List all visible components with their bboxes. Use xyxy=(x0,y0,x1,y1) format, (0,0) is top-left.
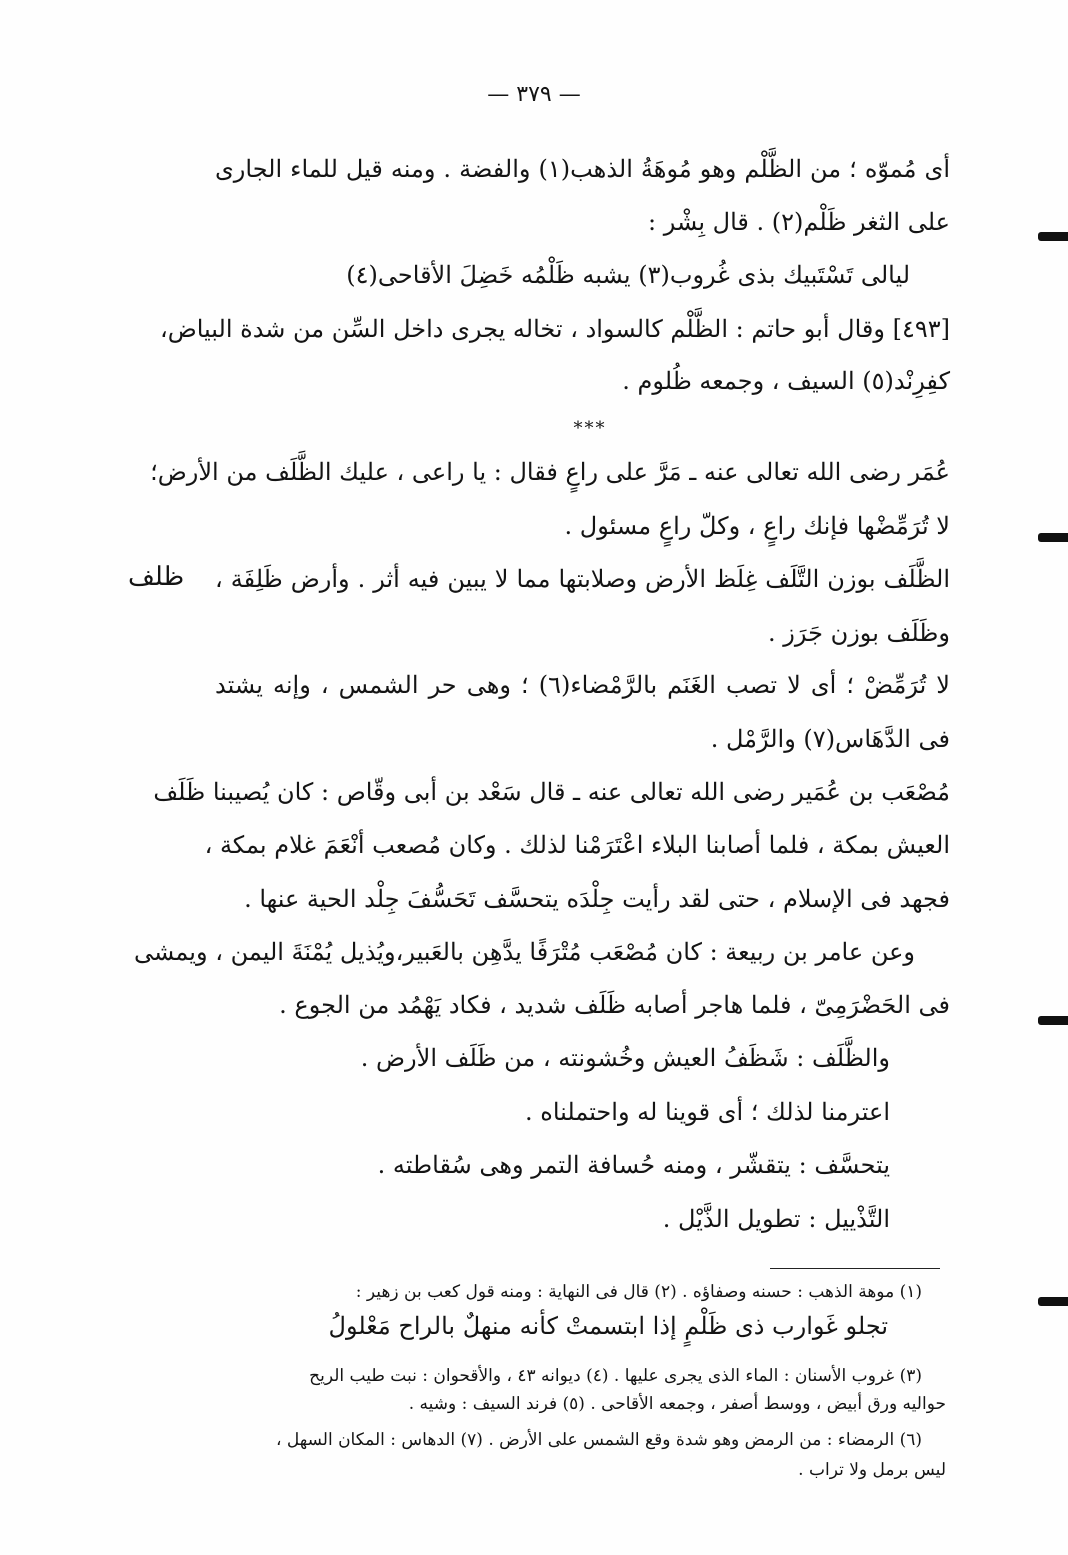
text-line-8: وظَلَف بوزن جَرَز . xyxy=(768,619,950,647)
text-line-11: مُصْعَب بن عُمَير رضى الله تعالى عنه ـ قال سَعْد بن أبى وقّاص : كان يُصيبنا ظَلَف xyxy=(153,778,950,806)
footnote-line-1: (١) موهة الذهب : حسنه وصفاؤه . (٢) قال فى النهاية : ومنه قول كعب بن زهير : xyxy=(355,1282,922,1302)
text-line-1: أى مُموّه ؛ من الظَّلْم وهو مُوهَةُ الذهب(١) والفضة . ومنه قيل للماء الجارى xyxy=(215,155,950,183)
margin-headword: ظلف xyxy=(128,562,185,592)
thumb-tab-mark xyxy=(1038,1016,1068,1025)
text-line-13: فجهد فى الإسلام ، حتى لقد رأيت جِلْدَه يتحسَّف تَحَسُّفَ جِلْد الحية عنها . xyxy=(244,885,950,913)
verse-line: ليالى تَسْتَبيك بذى غُروب(٣) يشبه ظَلْمُه خَضِلَ الأقاحى(٤) xyxy=(346,261,910,289)
text-line-14: وعن عامر بن ربيعة : كان مُصْعَب مُتْرَفًا يدَّهِن بالعَبير،ويُذيل يُمْنَةَ اليمن ، ويمشى xyxy=(134,938,915,966)
footnote-line-4: (٦) الرمضاء : من الرمض وهو شدة وقع الشمس على الأرض . (٧) الدهاس : المكان السهل ، xyxy=(276,1430,922,1450)
text-line-18: يتحسَّف : يتقشّر ، ومنه حُسافة التمر وهى سُقاطته . xyxy=(377,1151,890,1179)
text-line-4: كفِرِنْد(٥) السيف ، وجمعه ظُلوم . xyxy=(622,367,950,395)
text-line-7: الظَّلَف بوزن التَّلَف غِلَظ الأرض وصلابتها مما لا يبين فيه أثر . وأرض ظَلِفَة ، xyxy=(215,565,950,593)
text-line-6: لا تُرَمِّضْها فإنك راعٍ ، وكلّ راعٍ مسئول . xyxy=(564,512,950,540)
page-number: — ٣٧٩ — xyxy=(487,82,581,107)
text-line-3: [٤٩٣] وقال أبو حاتم : الظَّلْم كالسواد ، تخاله يجرى داخل السِّن من شدة البياض، xyxy=(159,315,950,343)
text-line-15: فى الحَضْرَمِىّ ، فلما هاجر أصابه ظَلَف شديد ، فكاد يَهْمُد من الجوع . xyxy=(279,991,950,1019)
text-line-2: على الثغر ظَلْم(٢) . قال بِشْر : xyxy=(648,208,950,236)
text-line-19: التَّذْييل : تطويل الذَّيْل . xyxy=(662,1205,890,1233)
text-line-5: عُمَر رضى الله تعالى عنه ـ مَرَّ على راعٍ فقال : يا راعى ، عليك الظَّلَف من الأرض؛ xyxy=(150,458,950,486)
text-line-12: العيش بمكة ، فلما أصابنا البلاء اعْتَرَمْنا لذلك . وكان مُصعب أنْعَمَ غلام بمكة ، xyxy=(204,831,950,859)
text-line-9: لا تُرَمِّضْ ؛ أى لا تصب الغَنَم بالرَّمْضاء(٦) ؛ وهى حر الشمس ، وإنه يشتد xyxy=(215,671,950,699)
thumb-tab-mark xyxy=(1038,533,1068,542)
footnote-verse: تجلو غَوارب ذى ظَلْمٍ إذا ابتسمتْ كأنه منهلٌ بالراح مَعْلولُ xyxy=(328,1312,888,1340)
section-separator: *** xyxy=(573,418,607,439)
thumb-tab-mark xyxy=(1038,232,1068,241)
thumb-tab-mark xyxy=(1038,1297,1068,1306)
text-line-16: والظَّلَف : شَظَفُ العيش وخُشونته ، من ظَلَف الأرض . xyxy=(360,1044,890,1072)
footnote-rule xyxy=(770,1268,940,1269)
footnote-line-3: حواليه ورق أبيض ، ووسط أصفر ، وجمعه الأقاحى . (٥) فرند السيف : وشيه . xyxy=(408,1394,946,1414)
text-line-10: فى الدَّهَاس(٧) والرَّمْل . xyxy=(710,725,950,753)
footnote-line-2: (٣) غروب الأسنان : الماء الذى يجرى عليها . (٤) ديوانه ٤٣ ، والأقحوان : نبت طيب الريح xyxy=(309,1366,922,1386)
text-line-17: اعترمنا لذلك ؛ أى قوينا له واحتملناه . xyxy=(524,1098,890,1126)
footnote-line-5: ليس برمل ولا تراب . xyxy=(798,1460,946,1480)
